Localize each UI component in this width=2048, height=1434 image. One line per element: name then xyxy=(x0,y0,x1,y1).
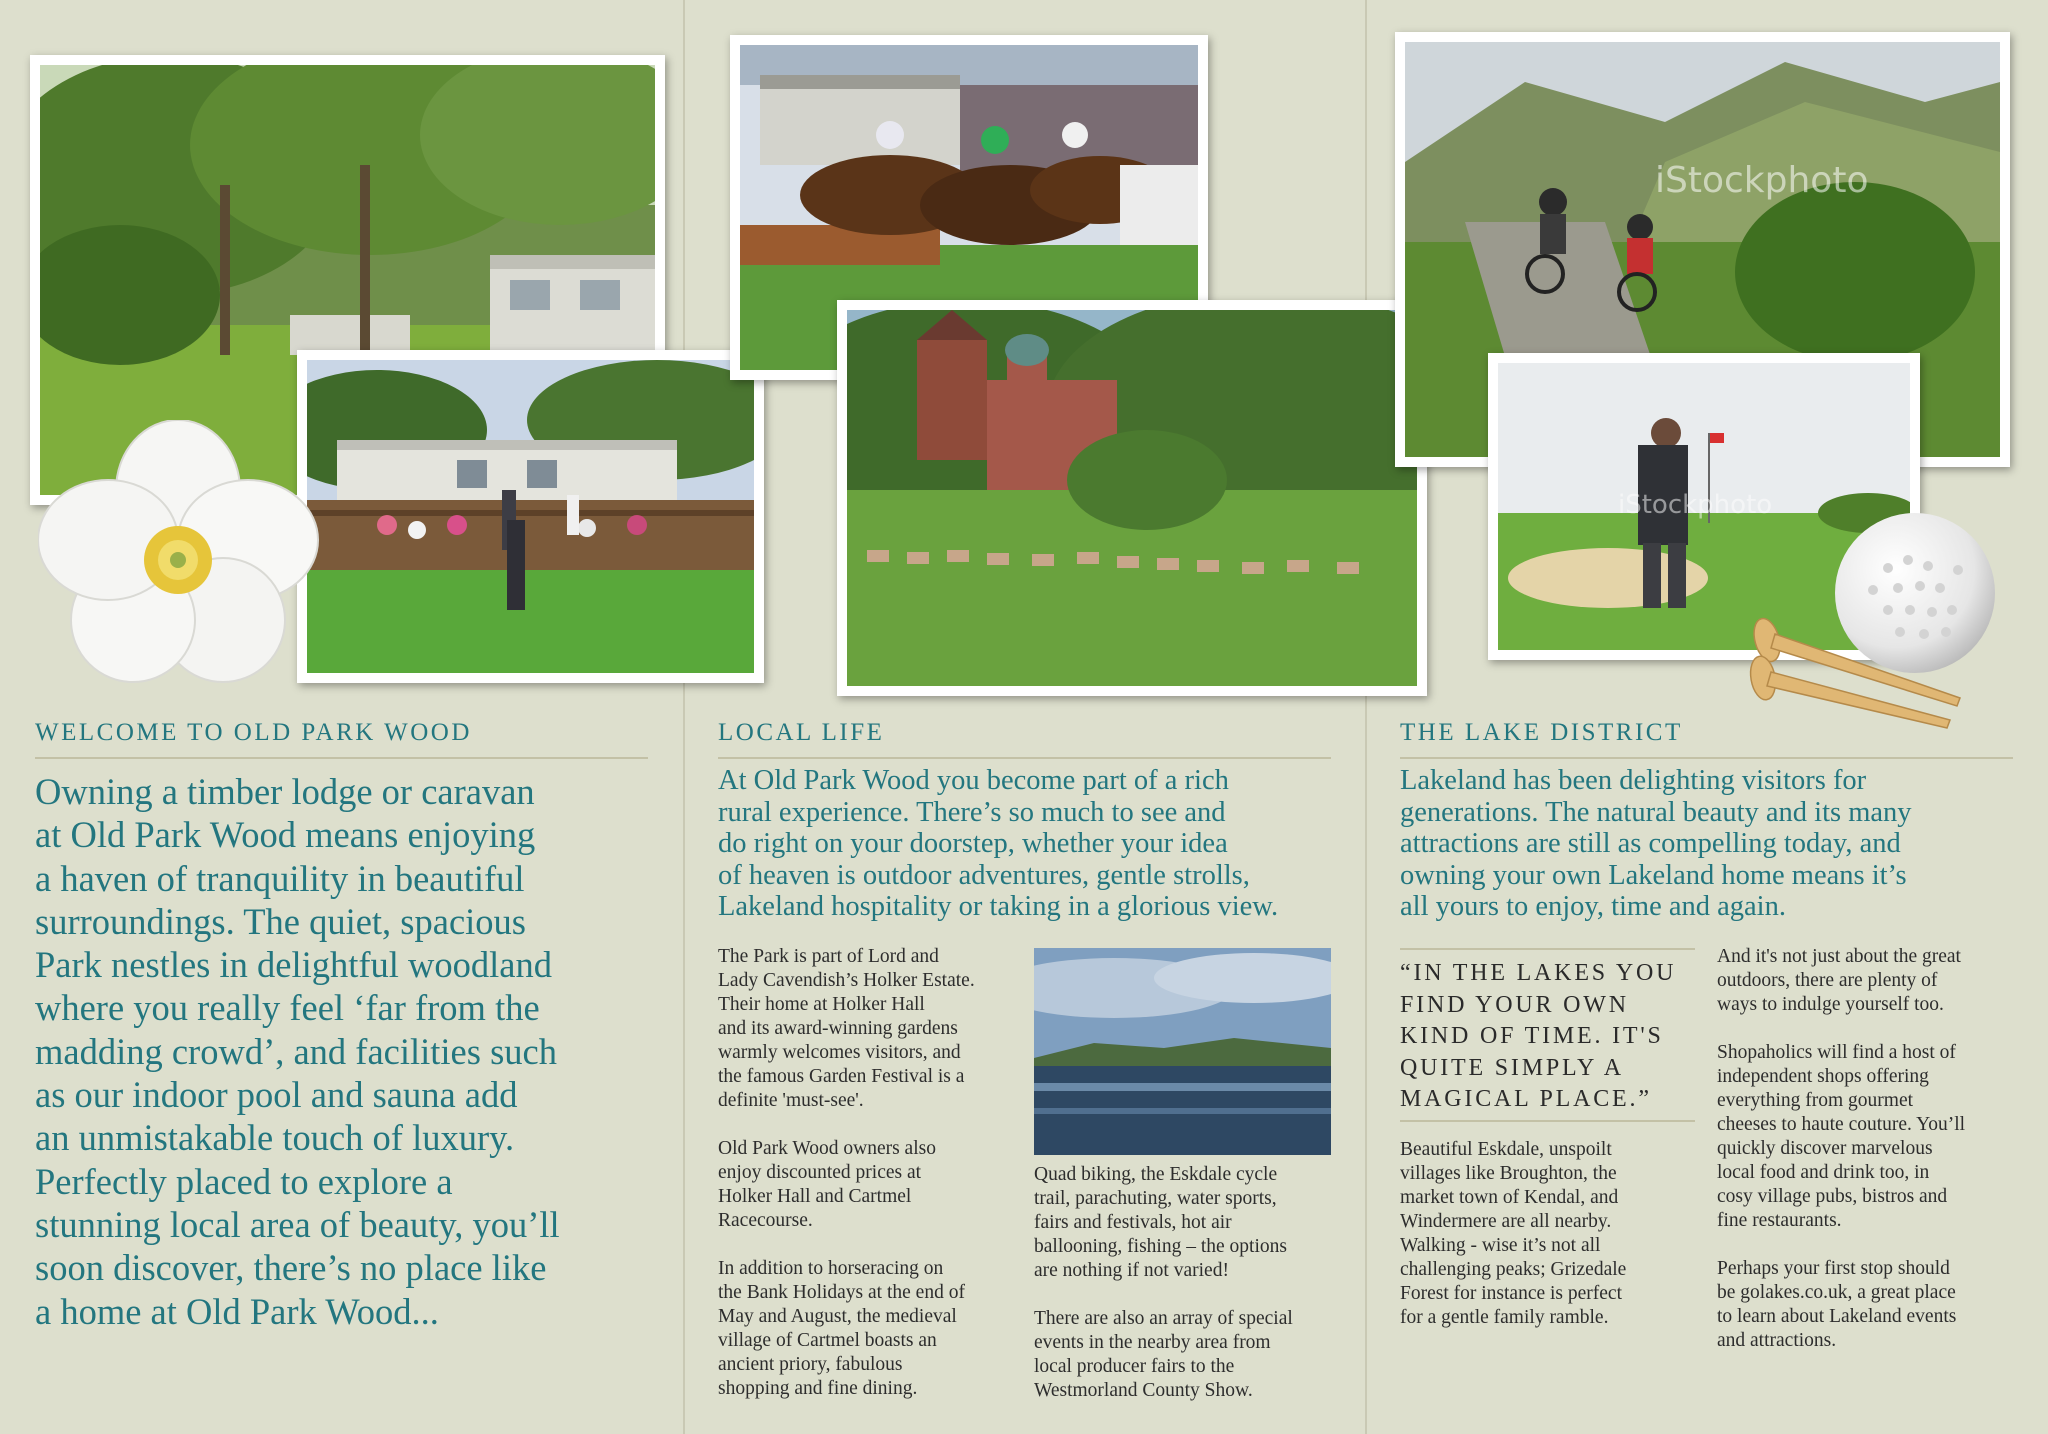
text-line: local producer fairs to the xyxy=(1034,1356,1235,1377)
lake-district-column-1 xyxy=(1400,1138,1700,1354)
quote-rule-top xyxy=(1400,948,1695,950)
text-line: cheeses to haute couture. You’ll xyxy=(1717,1114,1966,1135)
text-line: challenging peaks; Grizedale xyxy=(1400,1259,1627,1280)
quote-line: QUITE SIMPLY A xyxy=(1400,1054,1624,1081)
welcome-line: an unmistakable touch of luxury. xyxy=(35,1117,515,1159)
paragraph xyxy=(718,945,1018,1113)
quote-line: “IN THE LAKES YOU xyxy=(1400,960,1677,986)
text-line: ballooning, fishing – the options xyxy=(1034,1236,1287,1257)
lake-district-intro-line: attractions are still as compelling today, and xyxy=(1400,828,1901,859)
text-line: are nothing if not varied! xyxy=(1034,1260,1229,1281)
text-line: Windermere are all nearby. xyxy=(1400,1211,1612,1232)
text-line: Holker Hall and Cartmel xyxy=(718,1186,912,1207)
text-line: trail, parachuting, water sports, xyxy=(1034,1188,1277,1209)
photo-caravan-with-garden-and-people xyxy=(297,350,764,683)
quote-line: FIND YOUR OWN xyxy=(1400,991,1629,1018)
welcome-line: as our indoor pool and sauna add xyxy=(35,1074,518,1116)
text-line: There are also an array of special xyxy=(1034,1308,1293,1329)
paragraph xyxy=(1400,1138,1700,1330)
text-line: cosy village pubs, bistros and xyxy=(1717,1186,1948,1207)
welcome-line: a haven of tranquility in beautiful xyxy=(35,857,525,899)
local-life-intro xyxy=(718,765,1278,923)
lake-district-intro-line: owning your own Lakeland home means it’s xyxy=(1400,859,1907,891)
local-life-heading-rule xyxy=(718,757,1331,759)
text-line: village of Cartmel boasts an xyxy=(718,1330,937,1351)
text-line: events in the nearby area from xyxy=(1034,1332,1271,1353)
text-line: Westmorland County Show. xyxy=(1034,1380,1253,1401)
paragraph xyxy=(1034,1307,1344,1403)
paragraph xyxy=(718,1257,1018,1401)
welcome-heading: WELCOME TO OLD PARK WOOD xyxy=(35,719,472,746)
text-line: definite 'must-see'. xyxy=(718,1090,864,1111)
text-line: Forest for instance is perfect xyxy=(1400,1283,1623,1304)
photo-estuary-landscape xyxy=(1034,948,1331,1155)
welcome-heading-rule xyxy=(35,757,648,759)
local-life-intro-line: rural experience. There’s so much to see and xyxy=(718,796,1226,828)
text-line: ancient priory, fabulous xyxy=(718,1354,903,1375)
paragraph xyxy=(1717,1041,2032,1233)
column-divider-left xyxy=(683,0,685,1434)
welcome-line: where you really feel ‘far from the xyxy=(35,987,540,1029)
text-line: Walking - wise it’s not all xyxy=(1400,1235,1601,1256)
lake-district-heading: THE LAKE DISTRICT xyxy=(1400,719,1683,746)
text-line: Lady Cavendish’s Holker Estate. xyxy=(718,970,975,991)
local-life-intro-line: At Old Park Wood you become part of a rich xyxy=(718,765,1229,796)
text-line: market town of Kendal, and xyxy=(1400,1187,1619,1208)
lake-district-heading-rule xyxy=(1400,757,2013,759)
welcome-line: stunning local area of beauty, you’ll xyxy=(35,1203,560,1245)
local-life-intro-line: do right on your doorstep, whether your idea xyxy=(718,828,1228,859)
text-line: ways to indulge yourself too. xyxy=(1717,994,1944,1015)
text-line: Perhaps your first stop should xyxy=(1717,1258,1950,1279)
text-line: local food and drink too, in xyxy=(1717,1162,1930,1183)
lake-district-intro-line: all yours to enjoy, time and again. xyxy=(1400,891,1786,922)
welcome-line: madding crowd’, and facilities such xyxy=(35,1030,557,1072)
text-line: for a gentle family ramble. xyxy=(1400,1307,1609,1328)
local-life-intro-line: Lakeland hospitality or taking in a glorious view. xyxy=(718,891,1279,922)
text-line: Old Park Wood owners also xyxy=(718,1138,936,1159)
lake-district-column-2 xyxy=(1717,945,2032,1377)
text-line: the Bank Holidays at the end of xyxy=(718,1282,965,1303)
text-line: fairs and festivals, hot air xyxy=(1034,1212,1232,1233)
photo-holker-hall-with-deer xyxy=(837,300,1427,696)
istockphoto-watermark-2: iStockphoto xyxy=(1618,490,1773,520)
paragraph xyxy=(1717,1257,2032,1353)
text-line: outdoors, there are plenty of xyxy=(1717,970,1938,991)
text-line: And it's not just about the great xyxy=(1717,946,1961,967)
welcome-line: soon discover, there’s no place like xyxy=(35,1247,547,1289)
welcome-intro xyxy=(35,770,560,1333)
welcome-line: at Old Park Wood means enjoying xyxy=(35,814,536,856)
text-line: Their home at Holker Hall xyxy=(718,994,925,1015)
paragraph xyxy=(1034,1163,1344,1283)
white-flower-icon xyxy=(38,420,328,690)
text-line: Racecourse. xyxy=(718,1210,813,1231)
welcome-line: surroundings. The quiet, spacious xyxy=(35,900,527,942)
text-line: everything from gourmet xyxy=(1717,1090,1914,1111)
local-life-column-2 xyxy=(1034,1163,1344,1427)
lake-district-intro xyxy=(1400,765,1912,923)
text-line: May and August, the medieval xyxy=(718,1306,957,1327)
text-line: independent shops offering xyxy=(1717,1066,1929,1087)
text-line: shopping and fine dining. xyxy=(718,1378,918,1399)
paragraph xyxy=(1717,945,2032,1017)
text-line: fine restaurants. xyxy=(1717,1210,1842,1231)
text-line: The Park is part of Lord and xyxy=(718,946,939,967)
text-line: and attractions. xyxy=(1717,1330,1837,1351)
lake-district-intro-line: Lakeland has been delighting visitors for xyxy=(1400,765,1867,796)
pull-quote xyxy=(1400,958,1676,1116)
welcome-line: a home at Old Park Wood... xyxy=(35,1290,439,1332)
welcome-line: Park nestles in delightful woodland xyxy=(35,944,553,986)
quote-line: KIND OF TIME. IT'S xyxy=(1400,1023,1664,1049)
text-line: and its award-winning gardens xyxy=(718,1018,958,1039)
welcome-line: Perfectly placed to explore a xyxy=(35,1160,453,1202)
local-life-column-1 xyxy=(718,945,1018,1425)
text-line: the famous Garden Festival is a xyxy=(718,1066,965,1087)
text-line: warmly welcomes visitors, and xyxy=(718,1042,961,1063)
text-line: Beautiful Eskdale, unspoilt xyxy=(1400,1139,1612,1160)
paragraph xyxy=(718,1137,1018,1233)
text-line: to learn about Lakeland events xyxy=(1717,1306,1957,1327)
text-line: In addition to horseracing on xyxy=(718,1258,944,1279)
golf-tees-icon xyxy=(1745,610,1975,735)
text-line: quickly discover marvelous xyxy=(1717,1138,1933,1159)
text-line: villages like Broughton, the xyxy=(1400,1163,1617,1184)
istockphoto-watermark: iStockphoto xyxy=(1655,160,1869,201)
quote-rule-bottom xyxy=(1400,1120,1695,1122)
text-line: enjoy discounted prices at xyxy=(718,1162,922,1183)
text-line: be golakes.co.uk, a great place xyxy=(1717,1282,1956,1303)
text-line: Shopaholics will find a host of xyxy=(1717,1042,1956,1063)
local-life-intro-line: of heaven is outdoor adventures, gentle strolls, xyxy=(718,859,1250,891)
text-line: Quad biking, the Eskdale cycle xyxy=(1034,1164,1278,1185)
column-divider-right xyxy=(1365,0,1367,1434)
lake-district-intro-line: generations. The natural beauty and its many xyxy=(1400,796,1912,828)
welcome-line: Owning a timber lodge or caravan xyxy=(35,771,535,812)
local-life-heading: LOCAL LIFE xyxy=(718,719,885,746)
quote-line: MAGICAL PLACE.” xyxy=(1400,1086,1652,1112)
